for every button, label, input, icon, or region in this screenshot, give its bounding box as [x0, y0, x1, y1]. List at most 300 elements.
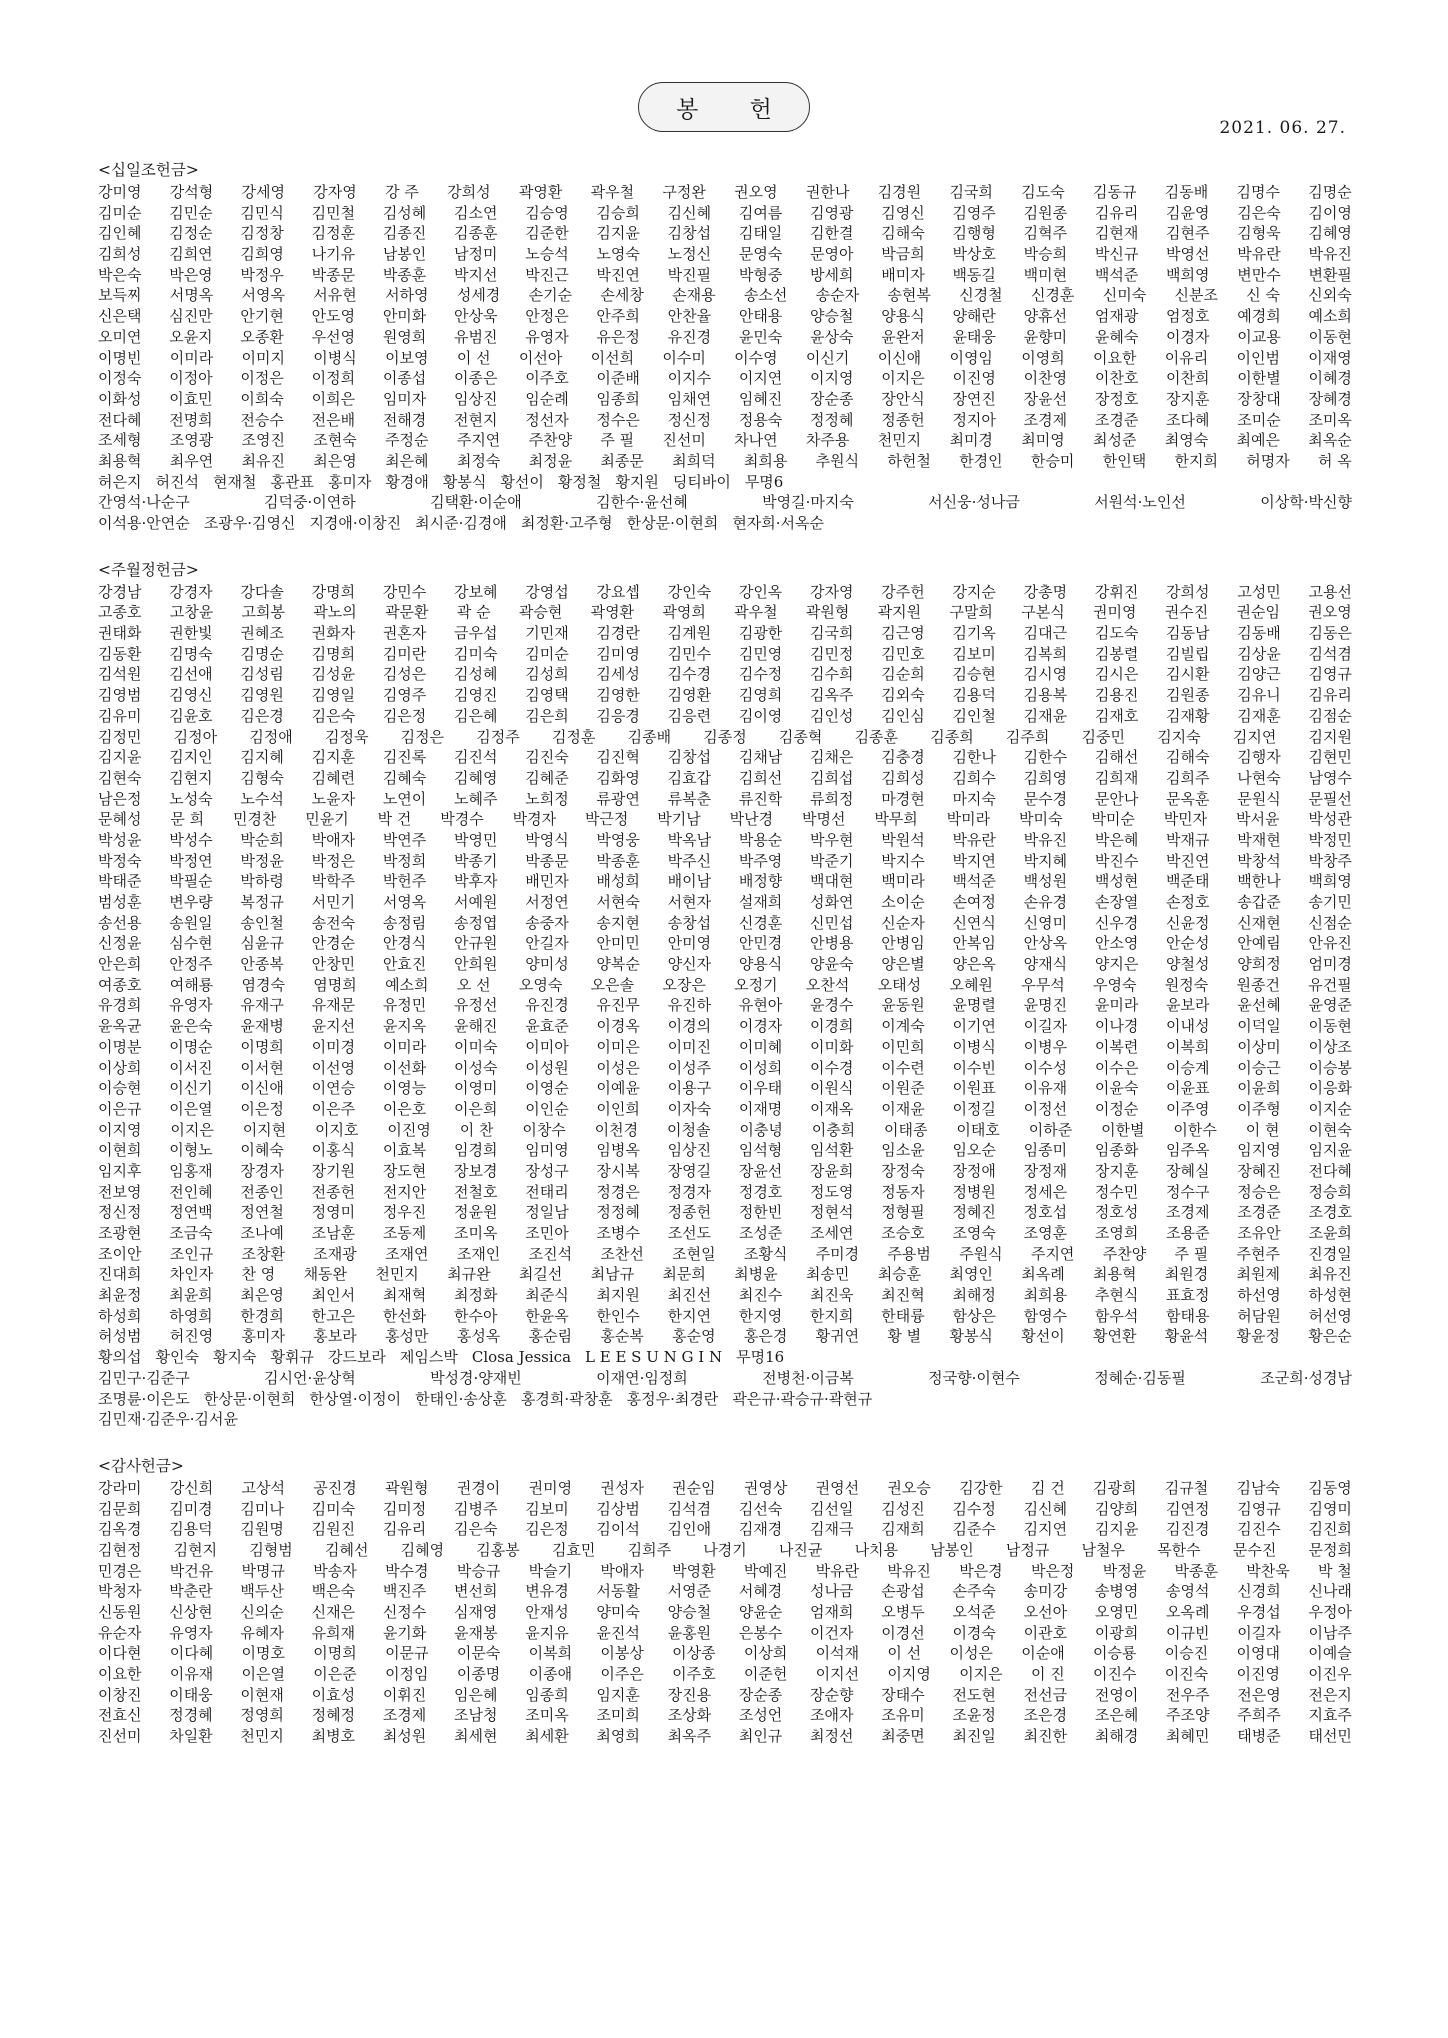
- donor-name: 박경자: [512, 810, 557, 829]
- donor-name: 조승호: [881, 1224, 925, 1242]
- donor-name: 이민희: [881, 1037, 925, 1056]
- donor-name: 이미진: [667, 1037, 712, 1056]
- donor-name: 노희정: [525, 789, 569, 808]
- donor-name: 신윤정: [1166, 913, 1210, 932]
- donor-name: 박상호: [952, 245, 996, 264]
- donor-name: 이현재: [240, 1685, 284, 1704]
- donor-name: 홍관표: [270, 472, 314, 491]
- donor-name: 금우섭: [454, 624, 498, 643]
- offering-section: [98, 1456, 1352, 1747]
- donor-name: 김시언·윤상혁: [264, 1368, 356, 1387]
- donor-name: 서영옥: [241, 286, 286, 305]
- donor-name: 조재연: [385, 1244, 429, 1263]
- donor-name: 이주호: [672, 1665, 716, 1684]
- donor-name: 원영희: [382, 327, 427, 346]
- donor-name: 박금희: [881, 245, 925, 264]
- donor-name: 한경희: [240, 1306, 284, 1325]
- donor-name: 이신기: [805, 348, 850, 367]
- donor-name: 이유재: [1023, 1079, 1068, 1098]
- donor-name: 조군희·성경남: [1260, 1368, 1352, 1387]
- donor-name: 정도영: [810, 1182, 854, 1201]
- donor-name: 박진수: [1094, 851, 1139, 870]
- donor-name: 김재황: [1166, 706, 1210, 725]
- donor-name: 박종기: [454, 851, 498, 870]
- donor-name: 박유진: [1023, 830, 1068, 849]
- donor-name: 권미영: [528, 1478, 573, 1497]
- donor-name: 곽우철: [734, 603, 778, 622]
- donor-name: 나치용: [854, 1540, 899, 1559]
- donor-name: 함태용: [1166, 1306, 1210, 1325]
- donor-name: 임주옥: [1166, 1141, 1210, 1160]
- donor-name: 이신애: [240, 1079, 284, 1098]
- donor-name: 안은희: [98, 955, 142, 974]
- donor-name: 조병수: [596, 1224, 640, 1242]
- donor-name: 김명수: [1236, 183, 1280, 201]
- name-row: [98, 1161, 1352, 1182]
- donor-name: 엄재광: [1094, 307, 1139, 326]
- name-row: [98, 1409, 1352, 1430]
- donor-name: 정혜정: [311, 1706, 356, 1725]
- donor-name: 김영신: [881, 203, 925, 222]
- donor-name: 조상화: [667, 1706, 712, 1725]
- donor-name: 이복련: [1094, 1037, 1139, 1056]
- donor-name: 김혜준: [525, 768, 569, 787]
- donor-name: 전태리: [525, 1182, 569, 1201]
- donor-name: 최유진: [1308, 1265, 1352, 1284]
- donor-name: 백희영: [1166, 265, 1210, 284]
- donor-name: 김정욱: [324, 727, 369, 746]
- donor-name: 김혜련: [311, 768, 356, 787]
- donor-name: 김경란: [596, 624, 640, 643]
- donor-name: 최은영: [313, 451, 357, 470]
- donor-name: 김명숙: [169, 644, 213, 663]
- donor-name: 엄정호: [1166, 307, 1210, 326]
- donor-name: 하선영: [1237, 1286, 1281, 1305]
- donor-name: 임석형: [738, 1141, 783, 1160]
- donor-name: 김선애: [169, 665, 213, 684]
- donor-name: 이태종: [884, 1120, 928, 1139]
- donor-name: 김희섭: [810, 768, 854, 787]
- name-row: [98, 368, 1352, 389]
- donor-name: 박찬욱: [1246, 1561, 1290, 1580]
- donor-name: 김덕중·이연하: [264, 493, 356, 512]
- donor-name: 박하령: [240, 872, 284, 891]
- donor-name: 이수미: [662, 348, 706, 367]
- donor-name: 양승철: [810, 307, 854, 326]
- donor-name: 이승현: [98, 1079, 142, 1098]
- donor-name: 임병옥: [596, 1141, 640, 1160]
- donor-name: 최송민: [805, 1265, 850, 1284]
- donor-name: 김지인: [169, 748, 213, 767]
- name-row: [98, 1643, 1352, 1664]
- donor-name: 김시은: [1094, 665, 1139, 684]
- donor-name: 심윤규: [240, 934, 284, 953]
- donor-name: 권성자: [600, 1478, 644, 1497]
- donor-name: 장진용: [667, 1685, 712, 1704]
- donor-name: 김종배: [627, 727, 672, 746]
- donor-name: 최미영: [1021, 431, 1065, 450]
- donor-name: 강총명: [1023, 582, 1068, 601]
- donor-name: 변환필: [1308, 265, 1352, 284]
- donor-name: 오윤지: [169, 327, 213, 346]
- donor-name: 성나금: [810, 1582, 854, 1601]
- donor-name: 박청자: [98, 1582, 142, 1601]
- donor-name: 이효성: [311, 1685, 356, 1704]
- donor-name: 장시복: [596, 1161, 640, 1180]
- donor-name: 김해숙: [881, 224, 925, 243]
- donor-name: 최병호: [311, 1727, 356, 1746]
- donor-name: 임상진: [454, 389, 498, 408]
- donor-name: 김혁주: [1023, 224, 1068, 243]
- donor-name: 이휘진: [382, 1685, 427, 1704]
- donor-name: 하영희: [169, 1306, 213, 1325]
- donor-name: 정영미: [311, 1203, 356, 1222]
- donor-name: 진선미: [662, 431, 706, 450]
- donor-name: 곽영환: [590, 603, 635, 622]
- donor-name: 이한별: [1237, 369, 1281, 388]
- donor-name: 박경수: [440, 810, 484, 829]
- donor-name: 안효진: [382, 955, 427, 974]
- donor-name: 김규철: [1164, 1478, 1209, 1497]
- donor-name: 황의섭: [98, 1348, 142, 1367]
- donor-name: 김행자: [1237, 748, 1281, 767]
- donor-name: 신연식: [952, 913, 996, 932]
- donor-name: 신나래: [1308, 1582, 1352, 1601]
- donor-name: 오은솔: [590, 975, 635, 994]
- donor-name: 김유리: [1094, 203, 1139, 222]
- donor-name: 조은경: [1023, 1706, 1068, 1725]
- donor-name: 이충녕: [739, 1120, 783, 1139]
- donor-name: 권오영: [1308, 603, 1352, 622]
- donor-name: 윤선혜: [1237, 996, 1281, 1015]
- donor-name: 김유리: [382, 1520, 427, 1539]
- donor-name: 박필순: [169, 872, 213, 891]
- donor-name: 심재영: [454, 1603, 498, 1621]
- donor-name: 이영대: [1236, 1644, 1280, 1663]
- donor-name: 장정호: [1094, 389, 1139, 408]
- donor-name: 윤해진: [454, 1017, 498, 1036]
- donor-name: 이태웅: [169, 1685, 213, 1704]
- donor-name: 이은열: [241, 1665, 286, 1684]
- donor-name: 허명자: [1246, 451, 1290, 470]
- donor-name: 김진숙: [525, 748, 569, 767]
- donor-name: 황연환: [1092, 1327, 1137, 1346]
- donor-name: 최세현: [454, 1727, 498, 1746]
- donor-name: 백진주: [382, 1582, 427, 1601]
- donor-name: 임종화: [1094, 1141, 1139, 1160]
- donor-name: 조이안: [98, 1244, 142, 1263]
- donor-name: 박준기: [810, 851, 854, 870]
- donor-name: 박춘란: [169, 1582, 213, 1601]
- donor-name: 최옥례: [1021, 1265, 1065, 1284]
- donor-name: 이한수: [1173, 1120, 1217, 1139]
- donor-name: 김혜숙: [382, 768, 427, 787]
- donor-name: 안태용: [738, 307, 783, 326]
- donor-name: 윤보라: [1166, 996, 1210, 1015]
- donor-name: 전은배: [311, 410, 356, 429]
- donor-name: 전우주: [1166, 1685, 1210, 1704]
- donor-name: 김국희: [810, 624, 854, 643]
- donor-name: 이성주: [667, 1058, 712, 1077]
- name-row: [98, 747, 1352, 768]
- donor-name: 장영길: [667, 1161, 712, 1180]
- donor-name: 우영숙: [1092, 975, 1137, 994]
- donor-name: 박진연: [596, 265, 640, 284]
- donor-name: 이정순: [1094, 1099, 1139, 1118]
- donor-name: 이혜숙: [240, 1141, 284, 1160]
- donor-name: 안복임: [952, 934, 996, 953]
- donor-name: 권오승: [887, 1478, 931, 1497]
- donor-name: 김민재·김준우·김서윤: [98, 1410, 238, 1429]
- donor-name: 문영아: [810, 245, 854, 264]
- donor-name: 김미순: [525, 644, 569, 663]
- donor-name: 장정숙: [881, 1161, 925, 1180]
- donor-name: 나기유: [311, 245, 356, 264]
- donor-name: 김희재: [1094, 768, 1139, 787]
- donor-name: 류진학: [738, 789, 783, 808]
- donor-name: 은봉수: [738, 1623, 783, 1642]
- donor-name: 김민철: [311, 203, 356, 222]
- donor-name: 김경원: [877, 183, 922, 201]
- donor-name: 김석겸: [667, 1499, 712, 1518]
- donor-name: 김용덕: [952, 686, 996, 705]
- donor-name: 김주희: [1005, 727, 1050, 746]
- donor-name: 김도숙: [1094, 624, 1139, 643]
- name-row: [98, 1078, 1352, 1099]
- donor-name: 박학주: [311, 872, 356, 891]
- donor-name: 임종희: [525, 1685, 569, 1704]
- donor-name: 임지훈: [596, 1685, 640, 1704]
- donor-name: 이선화: [382, 1058, 427, 1077]
- donor-name: 나진균: [778, 1540, 823, 1559]
- donor-name: 김종진: [382, 224, 427, 243]
- donor-name: 최진수: [738, 1286, 783, 1305]
- donor-name: 김준수: [952, 1520, 996, 1539]
- donor-name: 서정연: [525, 893, 569, 911]
- donor-name: 박예진: [743, 1561, 788, 1580]
- donor-name: 최시준·김경애: [415, 514, 507, 532]
- donor-name: 정신정: [98, 1203, 142, 1222]
- donor-name: 이진영: [952, 369, 996, 388]
- donor-name: 박신규: [1094, 245, 1139, 264]
- donor-name: 유영자: [169, 1623, 213, 1642]
- donor-name: 박난경: [729, 810, 774, 829]
- donor-name: 김응경: [596, 706, 640, 725]
- donor-name: 허은지: [98, 472, 142, 491]
- donor-name: 송정림: [382, 913, 427, 932]
- donor-name: 임은혜: [454, 1685, 498, 1704]
- donor-name: 이다혜: [169, 1644, 214, 1663]
- donor-name: 한지연: [667, 1306, 712, 1325]
- donor-name: 신분조: [1174, 286, 1218, 305]
- donor-name: 이지현: [242, 1120, 287, 1139]
- donor-name: 박진연: [1166, 851, 1210, 870]
- donor-name: 박슬기: [528, 1561, 573, 1580]
- donor-name: 최윤정: [98, 1286, 142, 1305]
- donor-name: 양용식: [738, 955, 783, 974]
- name-row: [98, 602, 1352, 623]
- donor-name: 김용복: [1023, 686, 1068, 705]
- donor-name: 강지순: [952, 582, 996, 601]
- donor-name: 김종희: [930, 727, 974, 746]
- donor-name: 안도영: [311, 307, 356, 326]
- name-row: [98, 851, 1352, 872]
- name-row: [98, 582, 1352, 603]
- donor-name: 이한별: [1101, 1120, 1145, 1139]
- donor-name: 박성윤: [98, 830, 142, 849]
- donor-name: 이주호: [525, 369, 569, 388]
- donor-name: 이은정: [240, 1099, 284, 1118]
- donor-name: 이정선: [1023, 1099, 1068, 1118]
- donor-name: 박정희: [382, 851, 427, 870]
- donor-name: 임종미: [1023, 1141, 1068, 1160]
- donor-name: 김근영: [881, 624, 925, 643]
- donor-name: 김충경: [881, 748, 925, 767]
- donor-name: 임소윤: [881, 1141, 925, 1160]
- donor-name: 김창섭: [667, 748, 712, 767]
- donor-name: 김국희: [949, 183, 993, 201]
- name-row: [98, 789, 1352, 810]
- donor-name: 김유미: [98, 706, 142, 725]
- donor-name: 이찬희: [1166, 369, 1210, 388]
- donor-name: 김재훈: [1237, 706, 1281, 725]
- donor-name: 이준배: [596, 369, 640, 388]
- donor-name: 김지혜: [240, 748, 284, 767]
- donor-name: 최은영: [240, 1286, 284, 1305]
- donor-name: 정호성: [1094, 1203, 1139, 1222]
- donor-name: 한윤옥: [525, 1306, 569, 1325]
- donor-name: 신경희: [1237, 1582, 1281, 1601]
- donor-name: 곽문환: [385, 603, 429, 622]
- donor-name: 유범진: [454, 327, 498, 346]
- donor-name: 이문규: [385, 1644, 429, 1663]
- donor-name: 이복희: [1166, 1037, 1210, 1056]
- donor-name: 민윤기: [305, 810, 349, 829]
- section-header: <감사헌금>: [98, 1456, 184, 1475]
- donor-name: 김중민: [1081, 727, 1126, 746]
- donor-name: 배정향: [738, 872, 783, 891]
- donor-name: 한상문·이현희: [626, 514, 719, 532]
- donor-name: 오옥례: [1166, 1603, 1210, 1621]
- donor-name: 이윤희: [1237, 1079, 1281, 1098]
- donor-name: 황지숙: [212, 1348, 257, 1367]
- donor-name: 최재혁: [382, 1286, 427, 1305]
- donor-name: 김상윤: [1237, 644, 1281, 663]
- donor-name: 목한수: [1157, 1540, 1201, 1559]
- donor-name: 강 주: [385, 183, 419, 201]
- donor-name: 김희주: [1166, 768, 1210, 787]
- donor-name: 권한나: [805, 183, 850, 201]
- donor-name: 이광희: [1094, 1623, 1139, 1642]
- donor-name: 안순성: [1166, 934, 1210, 953]
- donor-name: 김정아: [173, 727, 218, 746]
- donor-name: 김준한: [525, 224, 569, 243]
- donor-name: 한지희: [1174, 451, 1218, 470]
- donor-name: 신순자: [881, 913, 925, 932]
- offering-section: [98, 160, 1352, 534]
- donor-name: 최진한: [1023, 1727, 1068, 1746]
- donor-name: 이지수: [667, 369, 712, 388]
- donor-name: 우경섭: [1237, 1603, 1281, 1621]
- donor-name: 강인옥: [738, 582, 783, 601]
- donor-name: 김수희: [810, 665, 854, 684]
- name-row: [98, 348, 1352, 369]
- donor-name: 홍성옥: [456, 1327, 501, 1346]
- donor-name: 정수구: [1166, 1182, 1210, 1201]
- donor-name: 유건필: [1308, 975, 1352, 994]
- donor-name: 박영환: [672, 1561, 716, 1580]
- donor-name: 최옥주: [667, 1727, 712, 1746]
- donor-name: 이진수: [1092, 1665, 1137, 1684]
- donor-name: 신 숙: [1246, 286, 1280, 305]
- donor-name: 정수은: [596, 410, 640, 429]
- donor-name: 배미자: [881, 265, 925, 284]
- donor-name: 김희주: [627, 1540, 672, 1559]
- donor-name: 김정은: [400, 727, 445, 746]
- donor-name: 박종문: [525, 851, 569, 870]
- donor-name: 김희영: [240, 245, 284, 264]
- donor-name: 최혜민: [1166, 1727, 1210, 1746]
- donor-name: 양휴선: [1023, 307, 1068, 326]
- donor-name: 박종훈: [596, 851, 640, 870]
- donor-name: 윤명렬: [952, 996, 996, 1015]
- donor-name: 김행형: [952, 224, 996, 243]
- donor-name: 오장은: [662, 975, 706, 994]
- donor-name: 배민자: [525, 872, 569, 891]
- donor-name: 최병윤: [734, 1265, 778, 1284]
- donor-name: 송병영: [1094, 1582, 1139, 1601]
- donor-name: 박지연: [952, 851, 996, 870]
- donor-name: 오종환: [240, 327, 284, 346]
- name-row: [98, 265, 1352, 286]
- donor-name: 전종인: [240, 1182, 284, 1201]
- donor-name: 김혜영: [1308, 224, 1352, 243]
- name-row: [98, 892, 1352, 913]
- donor-name: 주현주: [1236, 1244, 1280, 1263]
- donor-name: 김지숙: [1157, 727, 1201, 746]
- donor-name: 한인수: [596, 1306, 640, 1325]
- donor-name: 성화연: [810, 893, 854, 911]
- name-row: [98, 492, 1352, 513]
- donor-name: 조경준: [1237, 1203, 1281, 1222]
- donor-name: 김외숙: [881, 686, 925, 705]
- donor-name: 이지순: [1308, 1099, 1352, 1118]
- donor-name: 김은숙: [311, 706, 356, 725]
- donor-name: 박성경·양재빈: [430, 1368, 522, 1387]
- donor-name: 박종훈: [382, 265, 427, 284]
- donor-name: 이홍식: [311, 1141, 356, 1160]
- donor-name: 한지희: [810, 1306, 854, 1325]
- donor-name: 이진영: [1236, 1665, 1280, 1684]
- donor-name: 정정혜: [596, 1203, 640, 1222]
- donor-name: 박명선: [801, 810, 846, 829]
- donor-name: 이지영: [810, 369, 854, 388]
- donor-name: 김희영: [1023, 768, 1068, 787]
- donor-name: 조재광: [313, 1244, 357, 1263]
- donor-name: 강석형: [169, 183, 214, 201]
- donor-name: 안길자: [525, 934, 569, 953]
- donor-name: 백준태: [1166, 872, 1210, 891]
- donor-name: 전다혜: [1308, 1161, 1352, 1180]
- donor-name: 신상현: [169, 1603, 213, 1621]
- donor-name: 최진일: [952, 1727, 996, 1746]
- donor-name: 박승희: [1023, 245, 1068, 264]
- donor-name: 이신애: [877, 348, 922, 367]
- donor-name: 손기순: [528, 286, 573, 305]
- donor-name: 박영웅: [596, 830, 640, 849]
- donor-name: 전지안: [382, 1182, 427, 1201]
- donor-name: 윤영준: [1308, 996, 1352, 1015]
